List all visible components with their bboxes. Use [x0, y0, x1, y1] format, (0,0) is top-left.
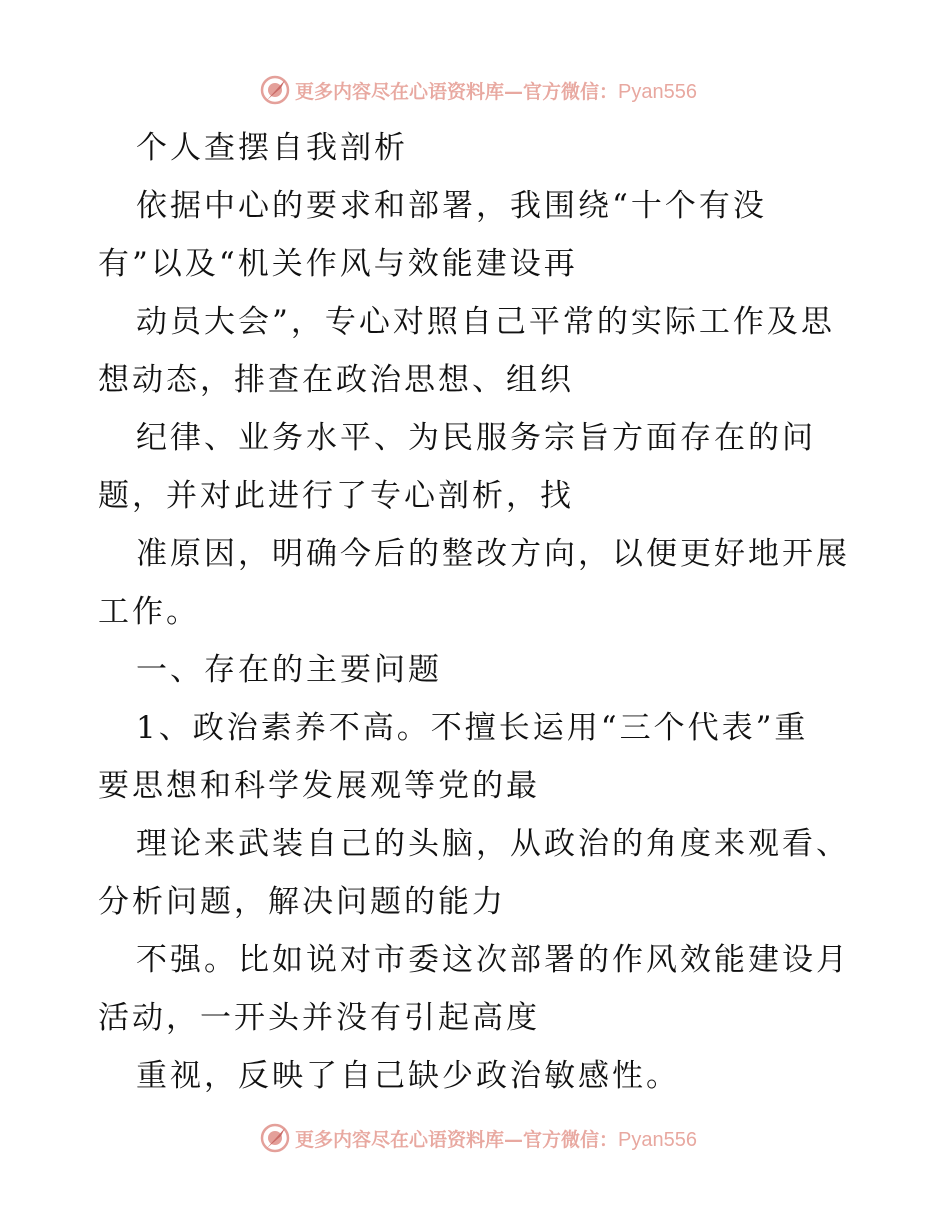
- watermark-text: 更多内容尽在心语资料库—官方微信：Pyan556: [295, 80, 697, 103]
- paragraph-line: 想动态，排查在政治思想、组织: [98, 362, 574, 398]
- quill-logo-icon: [259, 74, 291, 106]
- doc-title: 个人查摆自我剖析: [136, 130, 408, 166]
- quill-logo-icon: [259, 1122, 291, 1154]
- paragraph-line: 理论来武装自己的头脑，从政治的角度来观看、: [136, 826, 850, 862]
- paragraph-line: 动员大会”，专心对照自己平常的实际工作及思: [136, 304, 835, 340]
- paragraph-line: 准原因，明确今后的整改方向，以便更好地开展: [136, 536, 850, 572]
- paragraph-line: 重视，反映了自己缺少政治敏感性。: [136, 1058, 680, 1094]
- paragraph-line: 依据中心的要求和部署，我围绕“十个有没: [136, 188, 767, 224]
- paragraph-line: 1、政治素养不高。不擅长运用“三个代表”重: [136, 710, 809, 746]
- watermark-text: 更多内容尽在心语资料库—官方微信：Pyan556: [295, 1128, 697, 1151]
- paragraph-line: 题，并对此进行了专心剖析，找: [98, 478, 574, 514]
- paragraph-line: 活动，一开头并没有引起高度: [98, 1000, 540, 1036]
- footer-watermark: [0, 1120, 950, 1156]
- paragraph-line: 有”以及“机关作风与效能建设再: [98, 246, 578, 282]
- paragraph-line: 纪律、业务水平、为民服务宗旨方面存在的问: [136, 420, 816, 456]
- paragraph-line: 不强。比如说对市委这次部署的作风效能建设月: [136, 942, 850, 978]
- paragraph-line: 要思想和科学发展观等党的最: [98, 768, 540, 804]
- paragraph-line: 工作。: [98, 594, 200, 630]
- section-heading: 一、存在的主要问题: [136, 652, 442, 688]
- paragraph-line: 分析问题，解决问题的能力: [98, 884, 506, 920]
- header-watermark: [0, 72, 950, 108]
